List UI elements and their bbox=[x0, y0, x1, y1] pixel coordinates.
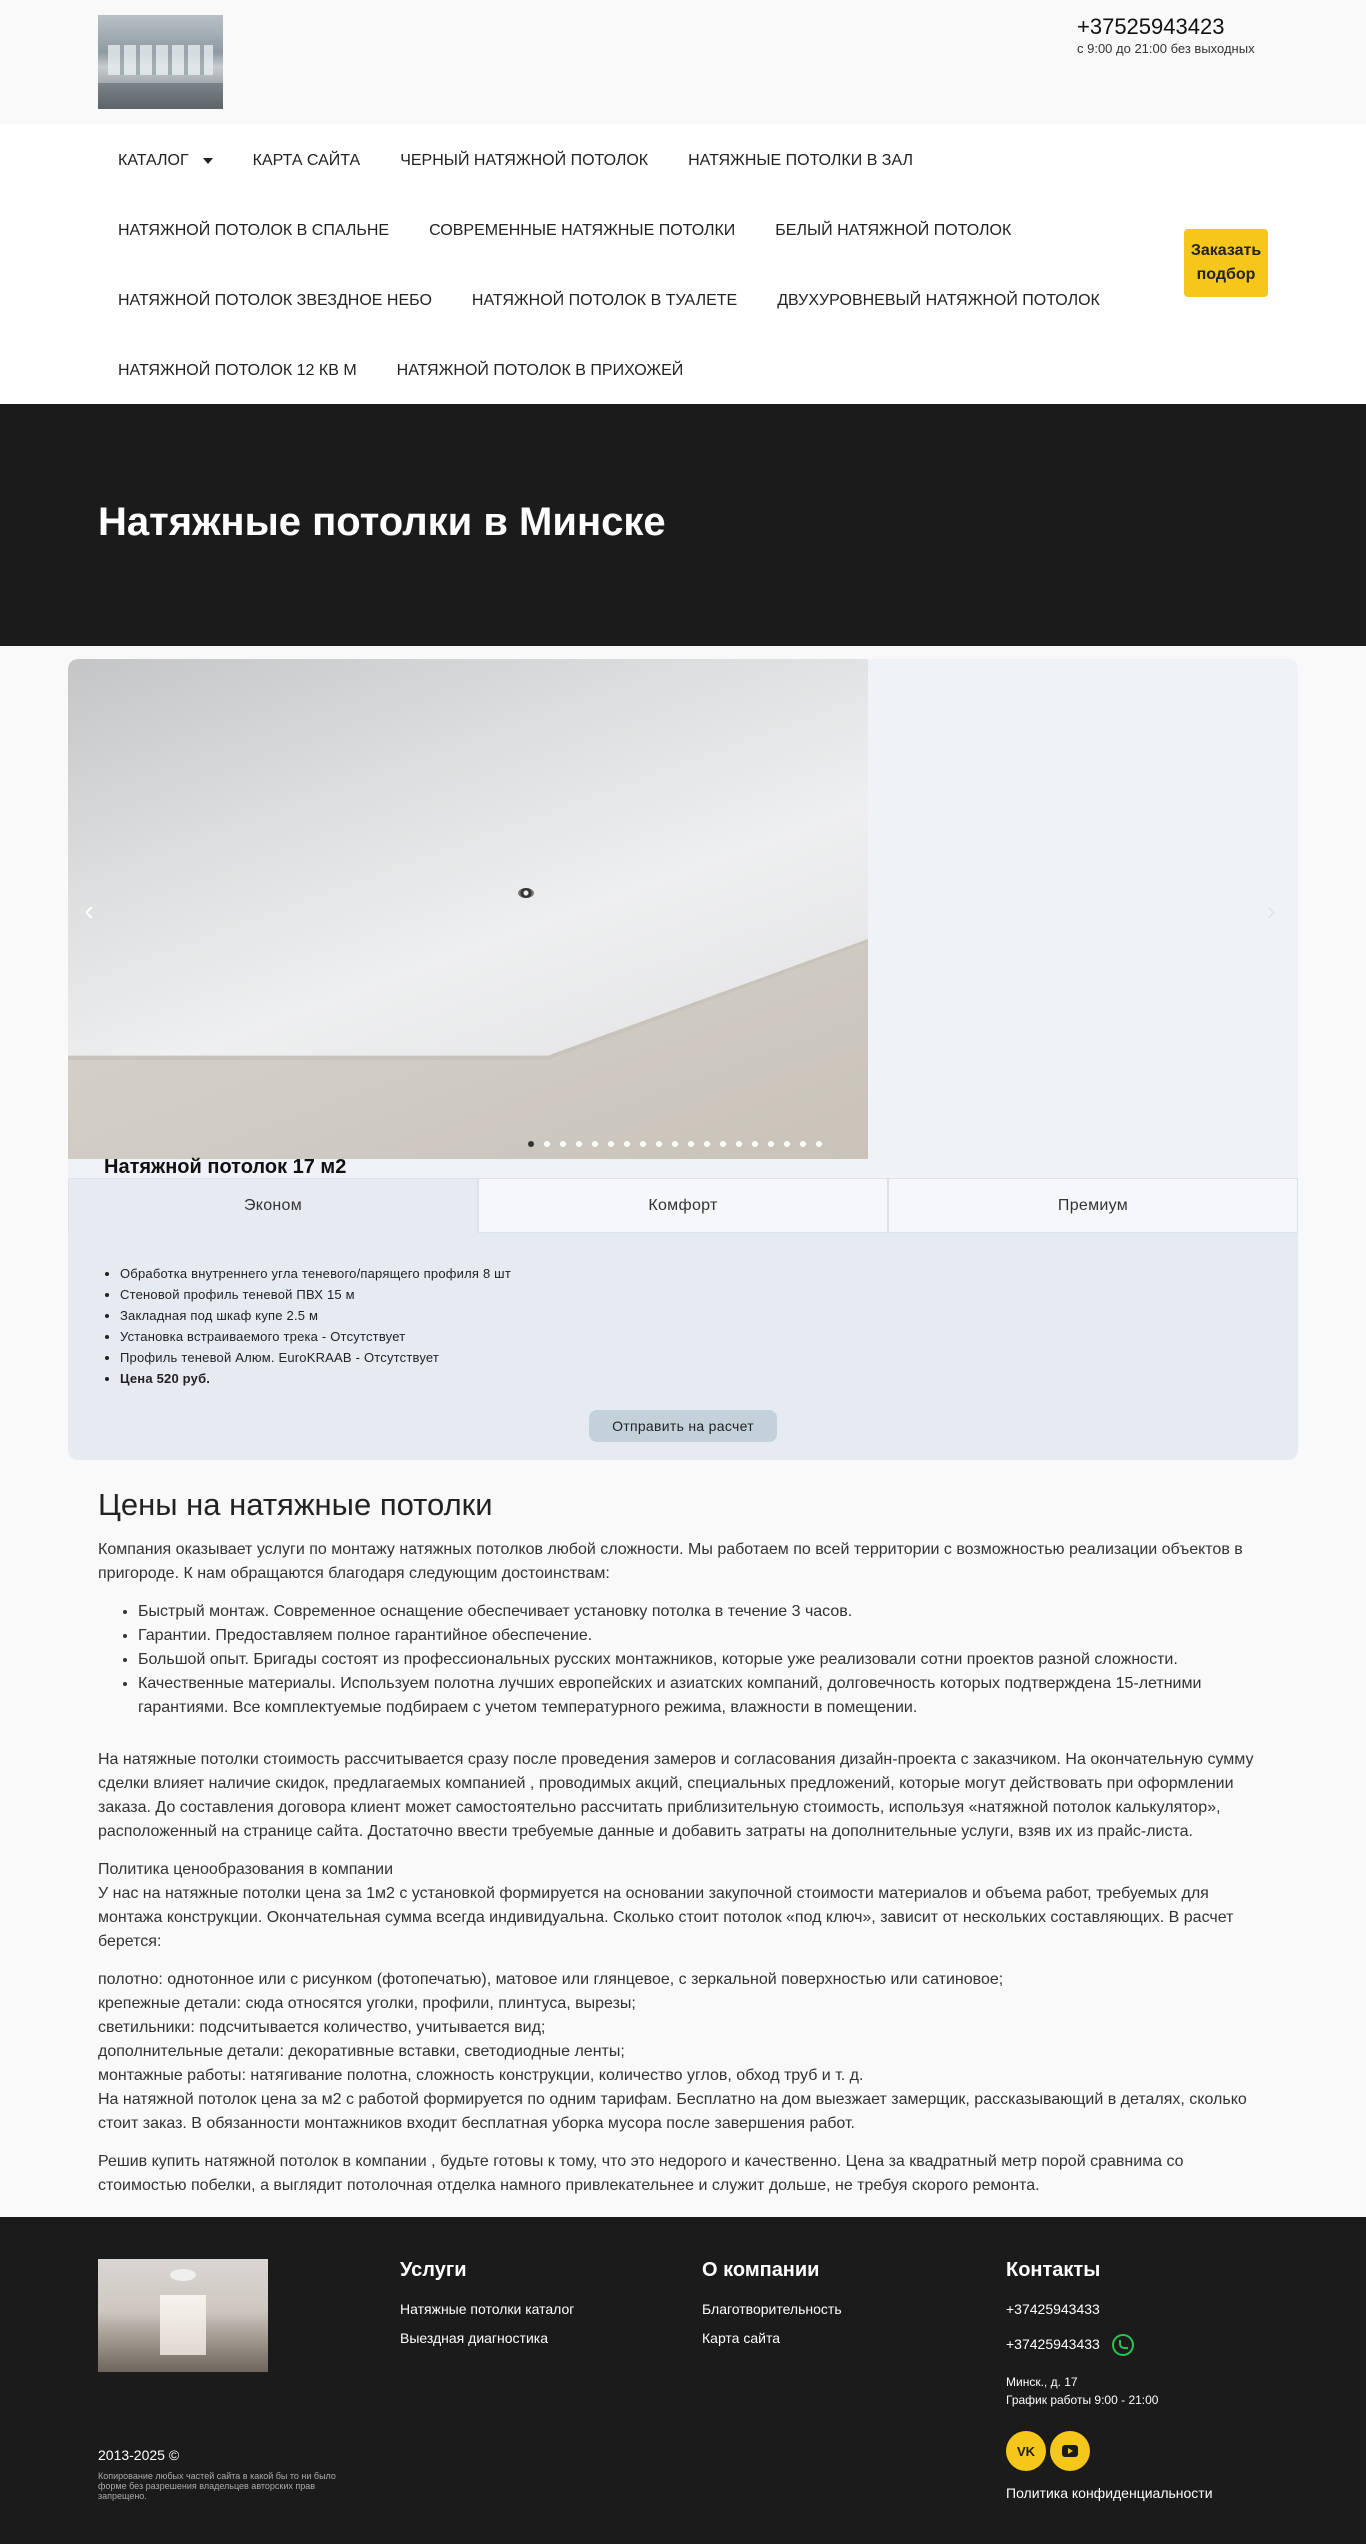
chevron-down-icon bbox=[203, 158, 213, 164]
slide-photo-wall bbox=[68, 939, 868, 1159]
product-title: Натяжной потолок 17 м2 bbox=[104, 1156, 347, 1178]
nav-row-1 bbox=[98, 126, 933, 196]
slider-dot[interactable] bbox=[784, 1141, 790, 1147]
youtube-play-icon bbox=[1062, 2445, 1078, 2457]
factor-line: светильники: подсчитывается количество, учитывается вид; bbox=[98, 2019, 546, 2036]
slider-dot[interactable] bbox=[752, 1141, 758, 1147]
slider-dot[interactable] bbox=[800, 1141, 806, 1147]
footer-contacts bbox=[1006, 2258, 1213, 2501]
footer-image bbox=[98, 2259, 268, 2372]
footer-heading: О компании bbox=[702, 2259, 820, 2281]
chevron-left-icon[interactable]: ‹ bbox=[84, 895, 94, 926]
list-item: • Большой опыт. Бригады состоят из профессиональных русских монтажников, которые уже реализовали сотни проектов разной сложности. bbox=[138, 1648, 1268, 1672]
hero-banner bbox=[0, 404, 1366, 646]
list-item: • Быстрый монтаж. Современное оснащение обеспечивает установку потолка в течение 3 часов. bbox=[138, 1600, 1268, 1624]
header-contact bbox=[1077, 14, 1268, 58]
slider-dot[interactable] bbox=[592, 1141, 598, 1147]
slider-dot[interactable] bbox=[624, 1141, 630, 1147]
footer-heading: Контакты bbox=[1006, 2259, 1101, 2281]
site-footer bbox=[0, 2217, 1366, 2544]
footer-phone-row bbox=[1006, 2330, 1213, 2359]
address-line: Минск., д. 17 bbox=[1006, 2375, 1078, 2389]
price-tabs bbox=[68, 1178, 1298, 1233]
tab-econom[interactable]: Эконом bbox=[68, 1178, 478, 1233]
article-paragraph: На натяжные потолки стоимость рассчитывается сразу после проведения замеров и согласования дизайн-проекта с заказчиком. На окончательную сумму сделки влияет наличие скидок, предлагаемых компанией , проводимых акций, специальных предложений, которые могут действовать при оформлении заказа. До составления договора клиент может самостоятельно рассчитать приблизительную стоимость, используя «натяжной потолок калькулятор», расположенный на странице сайта. Достаточно ввести требуемые данные и добавить затраты на дополнительные услуги, взяв их из прайс-листа. bbox=[98, 1751, 1254, 1840]
ceiling-lamp-icon bbox=[518, 888, 534, 898]
main-nav bbox=[0, 124, 1366, 404]
copyright: 2013-2025 © bbox=[98, 2447, 180, 2463]
feature-item: • Обработка внутреннего угла теневого/парящего профиля 8 шт bbox=[120, 1263, 511, 1284]
header-phone[interactable]: +37525943423 bbox=[1077, 14, 1225, 39]
slider-dot[interactable] bbox=[720, 1141, 726, 1147]
footer-link-sitemap[interactable]: Карта сайта bbox=[702, 2330, 780, 2346]
nav-row-3 bbox=[98, 266, 1120, 336]
logo-image[interactable] bbox=[98, 15, 223, 109]
article-paragraph: Решив купить натяжной потолок в компании , будьте готовы к тому, что это недорого и качественно. Цена за квадратный метр порой сравнима со стоимостью побелки, а выглядит потолочная отделка намного привлекательнее и служит дольше, не требуя скорого ремонта. bbox=[98, 2153, 1184, 2194]
nav-label: КАТАЛОГ bbox=[118, 152, 189, 169]
nav-item-hallway[interactable]: НАТЯЖНОЙ ПОТОЛОК В ПРИХОЖЕЙ bbox=[396, 362, 684, 379]
product-image-slider[interactable] bbox=[68, 659, 868, 1159]
site-header bbox=[0, 0, 1366, 124]
footer-services bbox=[400, 2258, 574, 2353]
slider-dot[interactable] bbox=[576, 1141, 582, 1147]
factor-line: полотно: однотонное или с рисунком (фотопечатью), матовое или глянцевое, с зеркальной поверхностью или сатиновое; bbox=[98, 1971, 1004, 1988]
article bbox=[98, 1485, 1268, 2198]
tab-comfort[interactable]: Комфорт bbox=[478, 1178, 888, 1233]
advantages-list bbox=[138, 1600, 1268, 1720]
article-paragraph: На натяжной потолок цена за м2 с работой формируется по одним тарифам. Бесплатно на дом выезжает замерщик, рассказывающий в деталях, сколько стоит заказ. В обязанности монтажников входит бесплатная уборка мусора после завершения работ. bbox=[98, 2091, 1247, 2132]
product-card bbox=[68, 659, 1298, 1460]
send-calculation-button[interactable]: Отправить на расчет bbox=[589, 1410, 777, 1442]
chevron-right-icon[interactable]: › bbox=[1266, 895, 1276, 926]
header-hours: с 9:00 до 21:00 без выходных bbox=[1077, 41, 1255, 56]
nav-item-two-level[interactable]: ДВУХУРОВНЕВЫЙ НАТЯЖНОЙ ПОТОЛОК bbox=[777, 292, 1100, 309]
feature-list bbox=[120, 1263, 511, 1389]
nav-item-catalog[interactable] bbox=[98, 152, 233, 170]
footer-link-diagnostics[interactable]: Выездная диагностика bbox=[400, 2330, 548, 2346]
policy-heading: Политика ценообразования в компании bbox=[98, 1861, 394, 1878]
nav-item-modern[interactable]: СОВРЕМЕННЫЕ НАТЯЖНЫЕ ПОТОЛКИ bbox=[429, 222, 736, 239]
feature-item: • Стеновой профиль теневой ПВХ 15 м bbox=[120, 1284, 511, 1305]
privacy-policy-link[interactable]: Политика конфиденциальности bbox=[1006, 2485, 1213, 2501]
youtube-icon[interactable] bbox=[1050, 2431, 1090, 2471]
nav-item-black-ceiling[interactable]: ЧЕРНЫЙ НАТЯЖНОЙ ПОТОЛОК bbox=[400, 152, 649, 169]
order-selection-button[interactable]: Заказать подбор bbox=[1184, 229, 1268, 297]
nav-row-2 bbox=[98, 196, 1031, 266]
footer-heading: Услуги bbox=[400, 2259, 467, 2281]
slider-dot[interactable] bbox=[768, 1141, 774, 1147]
article-intro: Компания оказывает услуги по монтажу натяжных потолков любой сложности. Мы работаем по всей территории с возможностью реализации объектов в пригороде. К нам обращаются благодаря следующим достоинствам: bbox=[98, 1541, 1243, 1582]
vk-icon[interactable] bbox=[1006, 2431, 1046, 2471]
slider-dot[interactable] bbox=[640, 1141, 646, 1147]
article-title: Цены на натяжные потолки bbox=[98, 1487, 493, 1522]
slider-dot[interactable] bbox=[688, 1141, 694, 1147]
slider-dot[interactable] bbox=[608, 1141, 614, 1147]
nav-item-sitemap[interactable]: КАРТА САЙТА bbox=[252, 152, 361, 169]
list-item: • Качественные материалы. Используем полотна лучших европейских и азиатских компаний, долговечность которых подтверждена 15-летними гарантиями. Все комплектуемые подбираем с учетом температурного режима, влажности в помещении. bbox=[138, 1672, 1268, 1720]
feature-item: • Закладная под шкаф купе 2.5 м bbox=[120, 1305, 511, 1326]
price-item: • Цена 520 руб. bbox=[120, 1368, 511, 1389]
slider-dot[interactable] bbox=[704, 1141, 710, 1147]
footer-about bbox=[702, 2258, 842, 2353]
footer-phone-1[interactable]: +37425943433 bbox=[1006, 2301, 1100, 2317]
slider-dot[interactable] bbox=[656, 1141, 662, 1147]
footer-address bbox=[1006, 2373, 1213, 2409]
factor-line: дополнительные детали: декоративные вставки, светодиодные ленты; bbox=[98, 2043, 625, 2060]
tab-premium[interactable]: Премиум bbox=[888, 1178, 1298, 1233]
slider-dot[interactable] bbox=[816, 1141, 822, 1147]
schedule-line: График работы 9:00 - 21:00 bbox=[1006, 2393, 1159, 2407]
slider-dot[interactable] bbox=[528, 1141, 534, 1147]
factor-line: крепежные детали: сюда относятся уголки, профили, плинтуса, вырезы; bbox=[98, 1995, 636, 2012]
nav-row-4 bbox=[98, 336, 703, 406]
footer-link-catalog[interactable]: Натяжные потолки каталог bbox=[400, 2301, 575, 2317]
article-paragraph: У нас на натяжные потолки цена за 1м2 с установкой формируется на основании закупочной стоимости материалов и объема работ, требуемых для монтажа конструкции. Окончательная сумма всегда индивидуальна. Сколько стоит потолок «под ключ», зависит от нескольких составляющих. В расчет берется: bbox=[98, 1885, 1234, 1950]
nav-item-toilet[interactable]: НАТЯЖНОЙ ПОТОЛОК В ТУАЛЕТЕ bbox=[471, 292, 738, 309]
copyright-note: Копирование любых частей сайта в какой бы то ни было форме без разрешения владельцев авторских прав запрещено. bbox=[98, 2471, 336, 2501]
nav-item-hall[interactable]: НАТЯЖНЫЕ ПОТОЛКИ В ЗАЛ bbox=[688, 152, 913, 169]
feature-item: • Профиль теневой Алюм. EuroKRAAB - Отсутствует bbox=[120, 1347, 511, 1368]
footer-phone-2[interactable]: +37425943433 bbox=[1006, 2336, 1100, 2352]
list-item: • Гарантии. Предоставляем полное гарантийное обеспечение. bbox=[138, 1624, 1268, 1648]
slider-dot[interactable] bbox=[736, 1141, 742, 1147]
nav-item-white[interactable]: БЕЛЫЙ НАТЯЖНОЙ ПОТОЛОК bbox=[775, 222, 1012, 239]
slider-dot[interactable] bbox=[672, 1141, 678, 1147]
factor-line: монтажные работы: натягивание полотна, сложность конструкции, количество углов, обход труб и т. д. bbox=[98, 2067, 864, 2084]
nav-item-12-sqm[interactable]: НАТЯЖНОЙ ПОТОЛОК 12 КВ М bbox=[118, 362, 357, 379]
footer-link-charity[interactable]: Благотворительность bbox=[702, 2301, 842, 2317]
feature-item: • Установка встраиваемого трека - Отсутствует bbox=[120, 1326, 511, 1347]
tab-panel-econom bbox=[68, 1233, 1298, 1460]
slider-dots bbox=[528, 1141, 822, 1147]
vk-label: VK bbox=[1016, 2443, 1036, 2459]
social-links bbox=[1006, 2431, 1213, 2471]
page-title: Натяжные потолки в Минске bbox=[98, 500, 666, 544]
nav-item-bedroom[interactable]: НАТЯЖНОЙ ПОТОЛОК В СПАЛЬНЕ bbox=[118, 222, 390, 239]
whatsapp-icon[interactable] bbox=[1112, 2334, 1134, 2356]
slider-dot[interactable] bbox=[544, 1141, 550, 1147]
slider-dot[interactable] bbox=[560, 1141, 566, 1147]
nav-item-starry-sky[interactable]: НАТЯЖНОЙ ПОТОЛОК ЗВЕЗДНОЕ НЕБО bbox=[118, 292, 432, 309]
